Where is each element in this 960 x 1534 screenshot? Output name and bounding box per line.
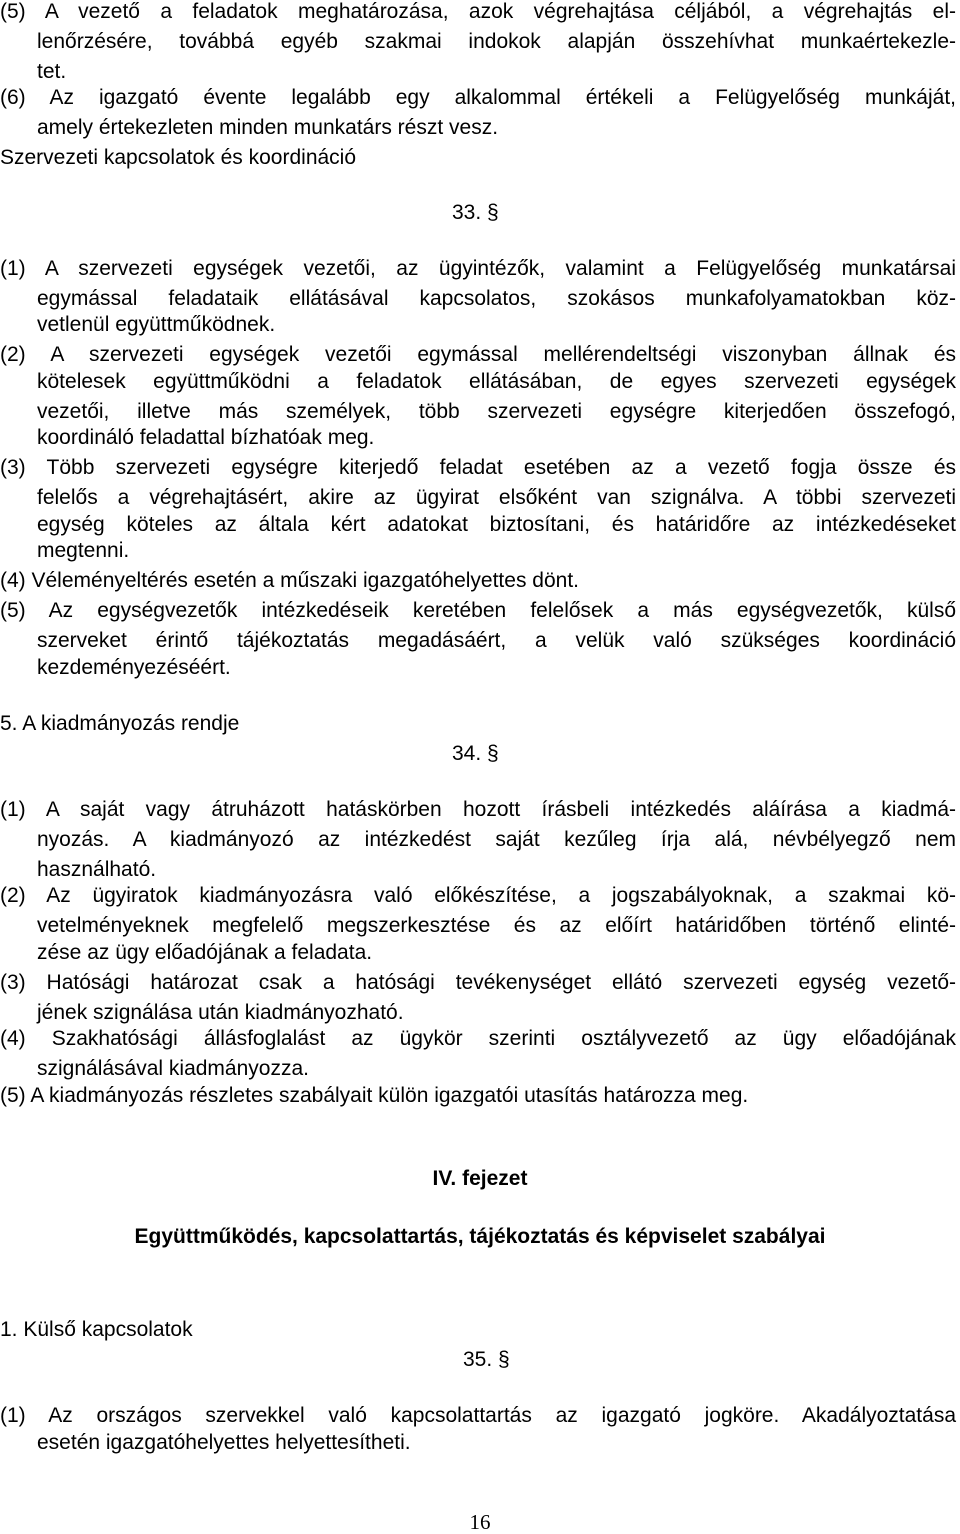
chapter-title: IV. fejezet: [432, 1167, 528, 1190]
paragraph-line: (5) Az egységvezetők intézkedéseik keretében felelősek a más egységvezetők, külső: [0, 599, 956, 622]
section-number: 35. §: [463, 1348, 510, 1371]
paragraph-line: (3) Hatósági határozat csak a hatósági tevékenységet ellátó szervezeti egység vezető-: [0, 971, 956, 994]
paragraph-line: vetelményeknek megfelelő megszerkesztése és az előírt határidőben történő elinté-: [37, 914, 956, 937]
paragraph-line: felelős a végrehajtásért, akire az ügyirat elsőként van szignálva. A többi szervezeti: [37, 486, 956, 509]
paragraph-line: (4) Szakhatósági állásfoglalást az ügykör szerinti osztályvezető az ügy előadójának: [0, 1027, 956, 1050]
paragraph-line: (2) Az ügyiratok kiadmányozásra való előkészítése, a jogszabályoknak, a szakmai kö-: [0, 884, 956, 907]
paragraph-line: (1) A saját vagy átruházott hatáskörben hozott írásbeli intézkedés aláírása a kiadmá-: [0, 798, 956, 821]
section-heading: Szervezeti kapcsolatok és koordináció: [0, 146, 357, 169]
paragraph-line: tet.: [37, 60, 67, 83]
paragraph-line: megtenni.: [37, 539, 130, 562]
paragraph-line: koordináló feladattal bízhatóak meg.: [37, 426, 375, 449]
section-heading: 5. A kiadmányozás rendje: [0, 712, 240, 735]
section-number: 34. §: [452, 742, 499, 765]
paragraph-line: nyozás. A kiadmányozó az intézkedést saját kezűleg írja alá, névbélyegző nem: [37, 828, 956, 851]
paragraph-line: amely értekezleten minden munkatárs részt vesz.: [37, 116, 499, 139]
paragraph-line: (4) Véleményeltérés esetén a műszaki igazgatóhelyettes dönt.: [0, 569, 579, 592]
paragraph-line: zése az ügy előadójának a feladata.: [37, 941, 373, 964]
paragraph-line: egység köteles az általa kért adatokat biztosítani, és határidőre az intézkedéseket: [37, 513, 956, 536]
paragraph-line: (5) A vezető a feladatok meghatározása, azok végrehajtása céljából, a végrehajtás el-: [0, 0, 956, 23]
section-number: 33. §: [452, 201, 499, 224]
paragraph-line: egymással feladataik ellátásával kapcsolatos, szokásos munkafolyamatokban köz-: [37, 287, 956, 310]
paragraph-line: esetén igazgatóhelyettes helyettesítheti.: [37, 1431, 411, 1454]
paragraph-line: (6) Az igazgató évente legalább egy alkalommal értékeli a Felügyelőség munkáját,: [0, 86, 956, 109]
paragraph-line: kezdeményezéséért.: [37, 656, 231, 679]
paragraph-line: vetlenül együttműködnek.: [37, 313, 276, 336]
page-number: 16: [469, 1510, 491, 1534]
paragraph-line: (1) A szervezeti egységek vezetői, az ügyintézők, valamint a Felügyelőség munkatársai: [0, 257, 956, 280]
paragraph-line: szignálásával kiadmányozza.: [37, 1057, 309, 1080]
paragraph-line: (5) A kiadmányozás részletes szabályait külön igazgatói utasítás határozza meg.: [0, 1084, 749, 1107]
paragraph-line: (1) Az országos szervekkel való kapcsolattartás az igazgató jogköre. Akadályoztatása: [0, 1404, 956, 1427]
section-heading: 1. Külső kapcsolatok: [0, 1318, 193, 1341]
chapter-subtitle: Együttműködés, kapcsolattartás, tájékoztatás és képviselet szabályai: [134, 1225, 826, 1248]
paragraph-line: vezetői, illetve más személyek, több szervezeti egységre kiterjedően összefogó,: [37, 400, 956, 423]
paragraph-line: (3) Több szervezeti egységre kiterjedő feladat esetében az a vezető fogja össze és: [0, 456, 956, 479]
paragraph-line: (2) A szervezeti egységek vezetői egymással mellérendeltségi viszonyban állnak és: [0, 343, 956, 366]
paragraph-line: kötelesek együttműködni a feladatok ellátásában, de egyes szervezeti egységek: [37, 370, 956, 393]
paragraph-line: szerveket érintő tájékoztatás megadásáért, a velük való szükséges koordináció: [37, 629, 956, 652]
paragraph-line: jének szignálása után kiadmányozható.: [37, 1001, 404, 1024]
paragraph-line: lenőrzésére, továbbá egyéb szakmai indokok alapján összehívhat munkaértekezle-: [37, 30, 956, 53]
paragraph-line: használható.: [37, 858, 157, 881]
